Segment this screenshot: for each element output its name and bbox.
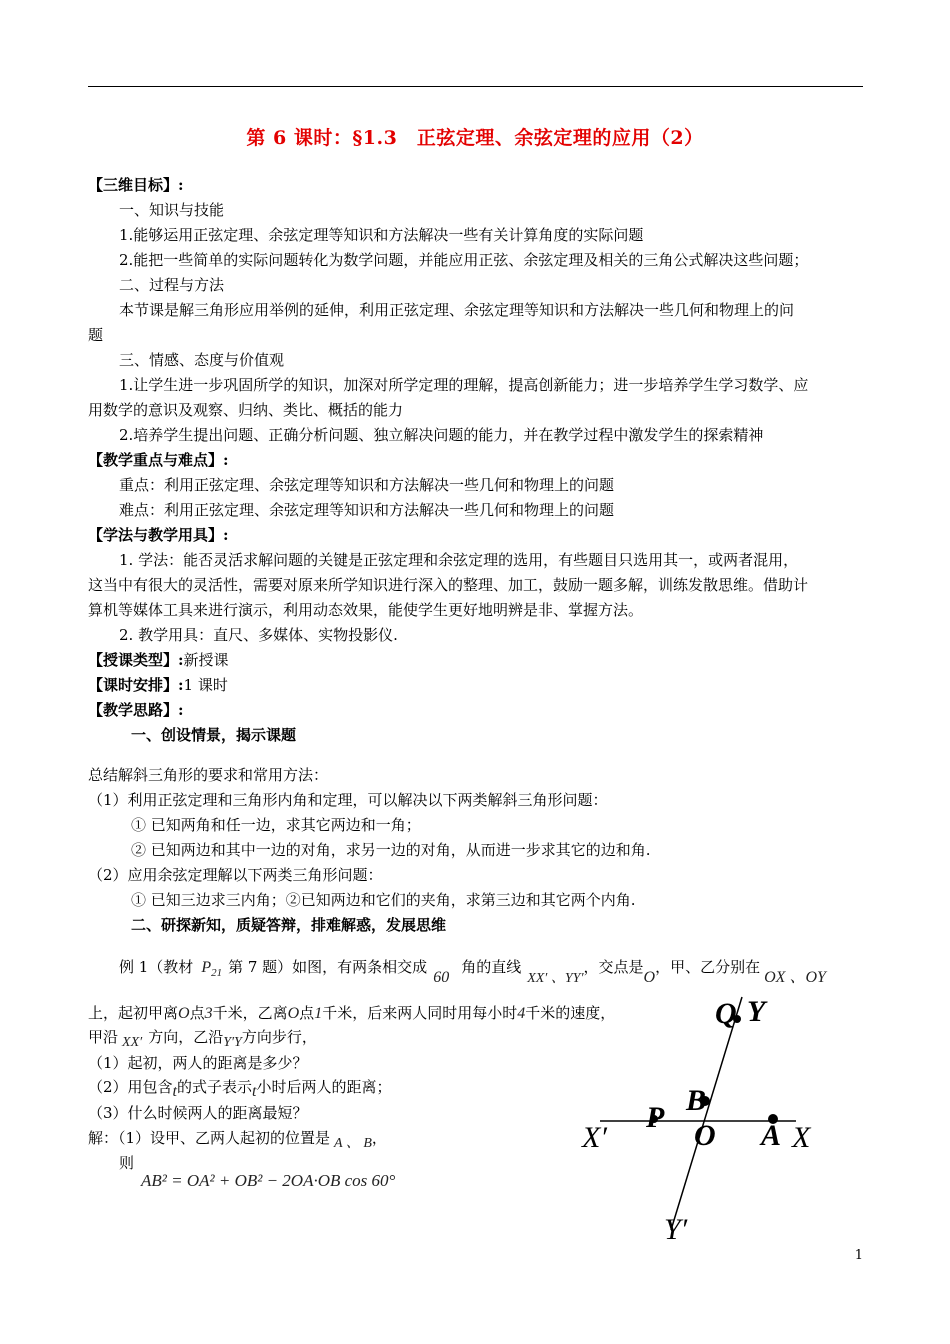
goals-item-1-2: 2.能把一些简单的实际问题转化为数学问题，并能应用正弦、余弦定理及相关的三角公式解决这些问题；: [119, 251, 809, 269]
focus-hard: 难点：利用正弦定理、余弦定理等知识和方法解决一些几何和物理上的问题: [119, 501, 615, 519]
goals-item-3-1a: 1.让学生进一步巩固所学的知识，加深对所学定理的理解，提高创新能力；进一步培养学生学习数学、应: [119, 376, 809, 394]
label-y: Y: [747, 995, 766, 1028]
example-line-2: 上，起初甲离O点3千米，乙离O点1千米，后来两人同时用每小时4千米的速度，: [88, 1004, 616, 1022]
label-p: P: [646, 1101, 665, 1134]
label-b: B: [686, 1084, 707, 1117]
line-yy-prime: [671, 997, 742, 1230]
label-x: X: [792, 1121, 811, 1154]
goals-item-2-a: 本节课是解三角形应用举例的延伸，利用正弦定理、余弦定理等知识和方法解决一些几何和物理上的问: [119, 301, 795, 319]
goals-item-3-2: 2.培养学生提出问题、正确分析问题、独立解决问题的能力，并在教学过程中激发学生的探索精神: [119, 426, 764, 444]
part1-intro: 总结解斜三角形的要求和常用方法：: [88, 766, 329, 784]
focus-key: 重点：利用正弦定理、余弦定理等知识和方法解决一些几何和物理上的问题: [119, 476, 615, 494]
part1-point-2: （2）应用余弦定理解以下两类三角形问题：: [88, 866, 383, 884]
example-line-1: 例 1（教材 $P_{21}$ 第 7 题）如图，有两条相交成60角的直线XX′ 、YY′，交点是O，甲、乙分别在OX 、OY: [119, 958, 826, 986]
label-x-prime: X′: [582, 1121, 607, 1154]
question-3: （3）什么时候两人的距离最短？: [88, 1104, 308, 1122]
goals-section-2: 二、过程与方法: [119, 276, 225, 294]
example-line-3: 甲沿 XX′ 方向，乙沿Y′Y方向步行，: [88, 1028, 317, 1050]
solution-line: 解：（1）设甲、乙两人起初的位置是 A 、 B，: [88, 1129, 387, 1151]
question-1: （1）起初，两人的距离是多少？: [88, 1054, 308, 1072]
lesson-schedule: 【课时安排】:1 课时: [88, 676, 228, 694]
lesson-type: 【授课类型】:新授课: [88, 651, 229, 669]
part1-title: 一、创设情景，揭示课题: [131, 726, 297, 744]
part1-point-2a: ① 已知三边求三内角；②已知两边和它们的夹角，求第三边和其它两个内角.: [131, 891, 636, 909]
goals-section-3: 三、情感、态度与价值观: [119, 351, 285, 369]
label-o: O: [694, 1119, 716, 1152]
page-title: 第 6 课时：§1.3 正弦定理、余弦定理的应用（2）: [246, 127, 704, 149]
goals-item-3-1b: 用数学的意识及观察、归纳、类比、概括的能力: [88, 401, 404, 419]
focus-header: 【教学重点与难点】:: [88, 451, 229, 469]
part1-point-1a: ① 已知两角和任一边，求其它两边和一角；: [131, 816, 421, 834]
cosine-formula: AB² = OA² + OB² − 2OA·OB cos 60°: [141, 1171, 396, 1190]
label-y-prime: Y′: [664, 1213, 688, 1246]
goals-item-2-b: 题: [88, 326, 104, 344]
label-q: Q: [715, 997, 737, 1030]
question-2: （2）用包含t的式子表示t小时后两人的距离；: [88, 1078, 392, 1100]
solution-then: 则: [119, 1154, 135, 1172]
header-rule: [88, 86, 863, 87]
goals-header: 【三维目标】:: [88, 176, 184, 194]
part1-point-1: （1）利用正弦定理和三角形内角和定理，可以解决以下两类解斜三角形问题：: [88, 791, 608, 809]
goals-section-1: 一、知识与技能: [119, 201, 225, 219]
method-line-1a: 1. 学法：能否灵活求解问题的关键是正弦定理和余弦定理的选用，有些题目只选用其一，或两者混用，: [119, 551, 799, 569]
idea-header: 【教学思路】:: [88, 701, 184, 719]
label-a: A: [761, 1119, 782, 1152]
method-line-2: 2. 教学用具：直尺、多媒体、实物投影仪.: [119, 626, 398, 644]
part2-title: 二、研探新知，质疑答辩，排难解惑，发展思维: [131, 916, 447, 934]
part1-point-1b: ② 已知两边和其中一边的对角，求另一边的对角，从而进一步求其它的边和角.: [131, 841, 651, 859]
goals-item-1-1: 1.能够运用正弦定理、余弦定理等知识和方法解决一些有关计算角度的实际问题: [119, 226, 644, 244]
intersecting-lines-figure: [570, 985, 850, 1250]
method-line-1b: 这当中有很大的灵活性，需要对原来所学知识进行深入的整理、加工，鼓励一题多解，训练发散思维。借助计: [88, 576, 809, 594]
method-line-1c: 算机等媒体工具来进行演示，利用动态效果，能使学生更好地明辨是非、掌握方法。: [88, 601, 644, 619]
page-number: 1: [854, 1248, 863, 1263]
method-header: 【学法与教学用具】:: [88, 526, 229, 544]
